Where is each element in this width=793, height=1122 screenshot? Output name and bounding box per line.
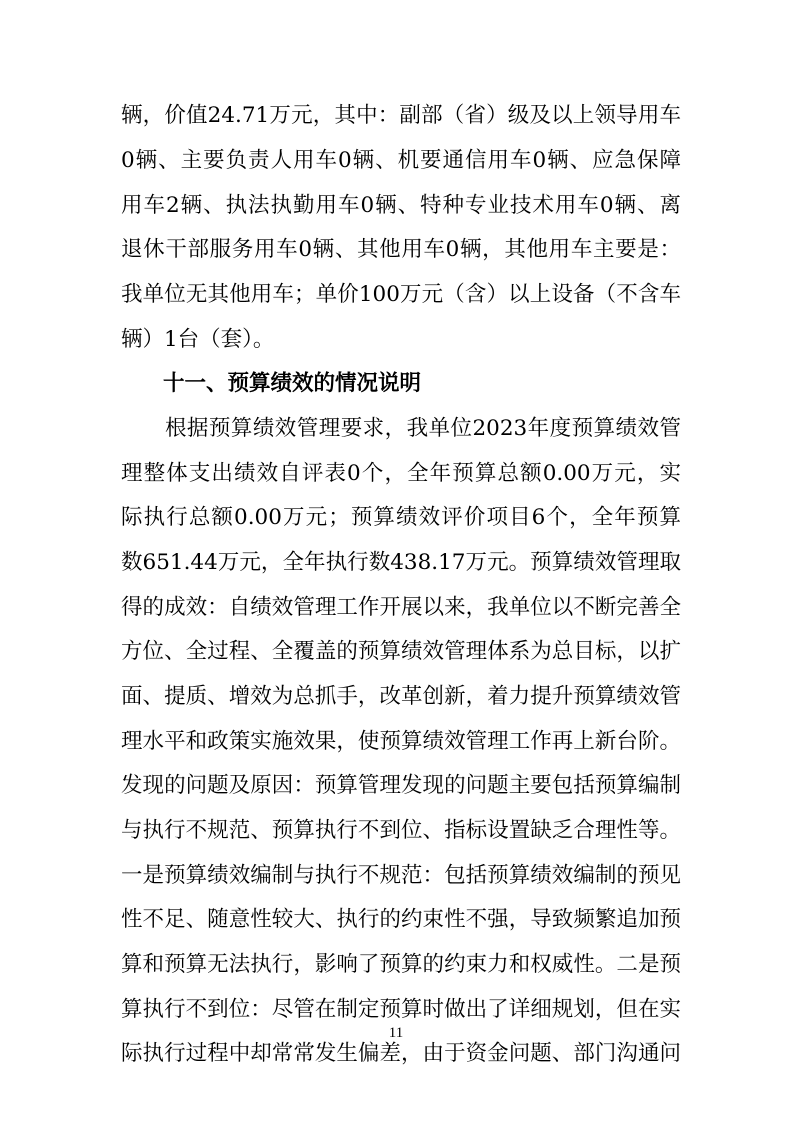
paragraph-line: 用车2辆、执法执勤用车0辆、特种专业技术用车0辆、离 (121, 193, 681, 218)
paragraph-line: 理整体支出绩效自评表0个，全年预算总额0.00万元，实 (121, 461, 681, 486)
paragraph-line: 算和预算无法执行，影响了预算的约束力和权威性。二是预 (121, 952, 681, 977)
paragraph-line: 际执行总额0.00万元；预算绩效评价项目6个，全年预算 (121, 505, 681, 530)
paragraph-line: 数651.44万元，全年执行数438.17万元。预算绩效管理取 (121, 550, 681, 575)
paragraph-line: 退休干部服务用车0辆、其他用车0辆，其他用车主要是： (121, 237, 681, 262)
paragraph-line: 方位、全过程、全覆盖的预算绩效管理体系为总目标，以扩 (121, 639, 681, 664)
paragraph-line: 际执行过程中却常常发生偏差，由于资金问题、部门沟通问 (121, 1041, 681, 1066)
paragraph-line: 算执行不到位：尽管在制定预算时做出了详细规划，但在实 (121, 997, 681, 1022)
page-number: 11 (388, 1025, 404, 1041)
paragraph-line: 性不足、随意性较大、执行的约束性不强，导致频繁追加预 (121, 907, 681, 932)
section-heading: 十一、预算绩效的情况说明 (163, 371, 422, 396)
paragraph-line: 面、提质、增效为总抓手，改革创新，着力提升预算绩效管 (121, 684, 681, 709)
paragraph-line: 0辆、主要负责人用车0辆、机要通信用车0辆、应急保障 (121, 148, 681, 173)
paragraph-line: 得的成效：自绩效管理工作开展以来，我单位以不断完善全 (121, 595, 681, 620)
paragraph-line: 辆，价值24.71万元，其中：副部（省）级及以上领导用车 (121, 103, 681, 128)
paragraph-line: 一是预算绩效编制与执行不规范：包括预算绩效编制的预见 (121, 863, 681, 888)
paragraph-line: 我单位无其他用车；单价100万元（含）以上设备（不含车 (121, 282, 681, 307)
paragraph-line: 理水平和政策实施效果，使预算绩效管理工作再上新台阶。 (121, 729, 681, 754)
paragraph-line: 根据预算绩效管理要求，我单位2023年度预算绩效管 (121, 416, 681, 441)
paragraph-line: 辆）1台（套）。 (121, 327, 275, 352)
paragraph-line: 与执行不规范、预算执行不到位、指标设置缺乏合理性等。 (121, 818, 681, 843)
paragraph-line: 发现的问题及原因：预算管理发现的问题主要包括预算编制 (121, 773, 681, 798)
